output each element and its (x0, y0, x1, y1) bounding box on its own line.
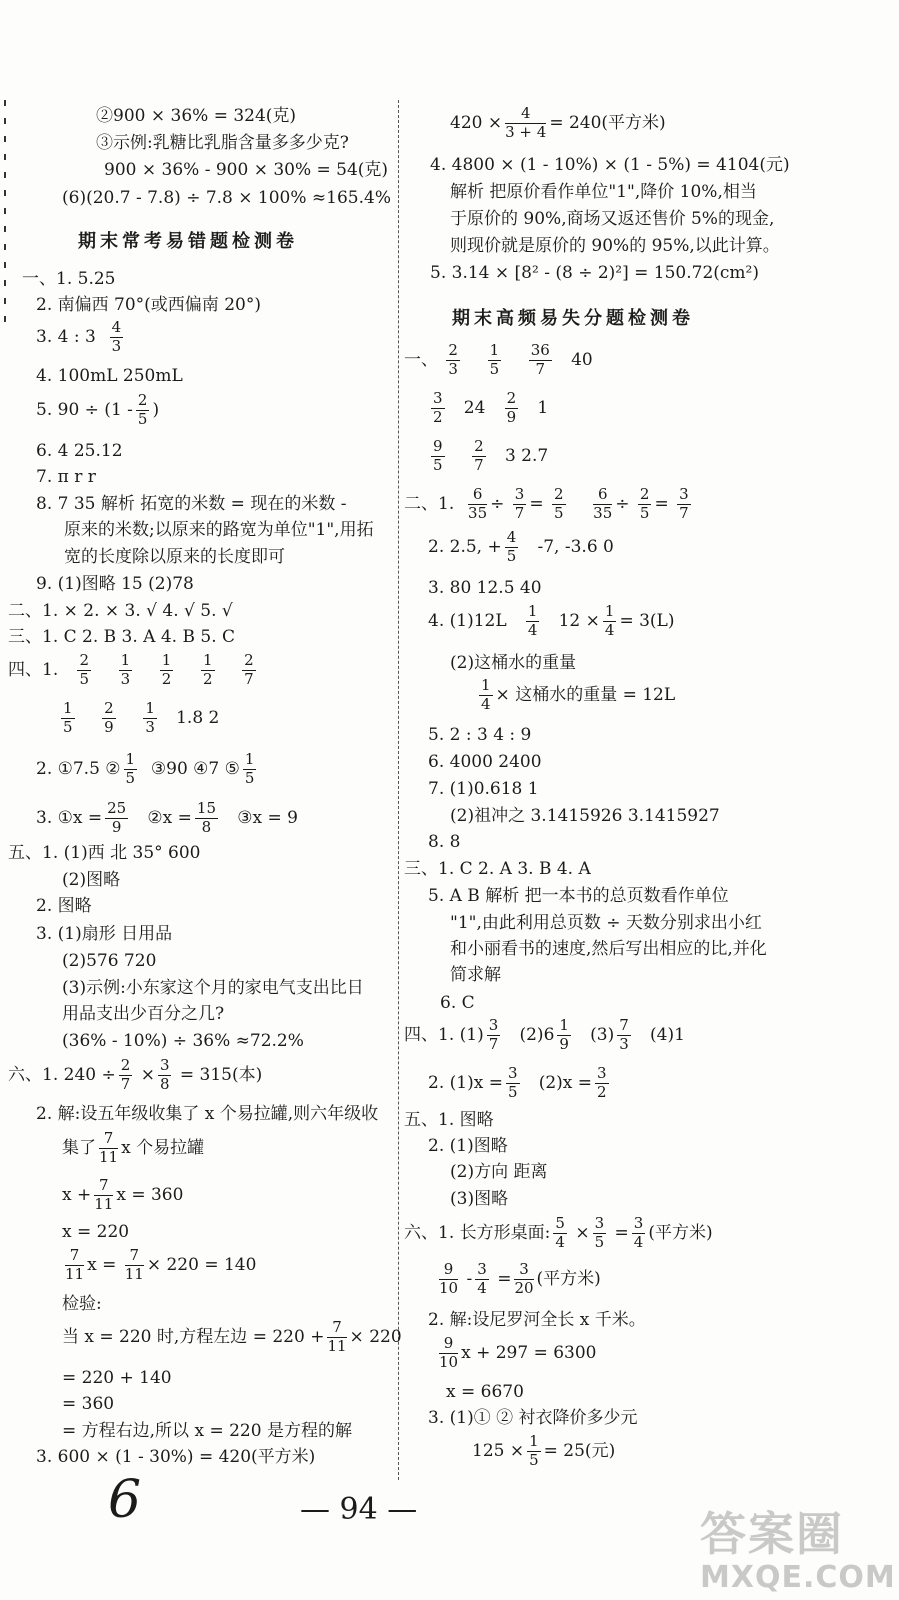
answer-line: 五、1. 图略 (404, 1110, 494, 1130)
binding-edge-marks (4, 100, 6, 330)
answer-line: 解析 把原价看作单位"1",降价 10%,相当 (450, 182, 757, 202)
section-heading: 期末高频易失分题检测卷 (452, 308, 694, 329)
answer-line: 2. 解:设尼罗河全长 x 千米。 (428, 1310, 646, 1330)
answer-line: 六、1. 240 ÷ $\frac{2}{7}$ × $\frac{3}{8}$ = 315(本) (8, 1056, 263, 1093)
answer-line: $\frac{1}{5}$ $\frac{2}{9}$ $\frac{1}{3}$ 1.8 2 (63, 699, 220, 736)
answer-line: x + $\frac{7}{11}$ x = 360 (62, 1176, 184, 1213)
answer-line: 六、1. 长方形桌面: $\frac{5}{4}$ × $\frac{3}{5}$ = $\frac{3}{4}$ (平方米) (404, 1214, 713, 1251)
fraction: $\frac{3}{7}$ (679, 485, 689, 522)
fraction: $\frac{3}{5}$ (507, 1064, 518, 1101)
fraction: $\frac{9}{10}$ (439, 1334, 459, 1371)
answer-line: 宽的长度除以原来的长度即可 (64, 547, 285, 567)
answer-line: 一、 $\frac{2}{3}$ $\frac{1}{5}$ $\frac{36}{7}$ 40 (404, 341, 593, 378)
answer-line: 一、1. 5.25 (22, 269, 116, 289)
answer-line: 于原价的 90%,商场又返还售价 5%的现金, (450, 209, 775, 229)
handwritten-mark: 6 (108, 1470, 142, 1530)
answer-line: x = 6670 (446, 1382, 524, 1402)
answer-line: 五、1. (1)西 北 35° 600 (8, 843, 201, 863)
answer-line: 原来的米数;以原来的路宽为单位"1",用拓 (64, 520, 374, 540)
fraction: $\frac{4}{3 + 4}$ (505, 104, 547, 141)
fraction: $\frac{3}{4}$ (633, 1214, 644, 1251)
answer-line: 二、1. $\frac{6}{35}$ ÷ $\frac{3}{7}$ = $\frac{2}{5}$ $\frac{6}{35}$ ÷ $\frac{2}{5}$ = $\frac{3}{7}$ (404, 485, 689, 522)
fraction: $\frac{1}{5}$ (489, 341, 500, 378)
answer-line: 三、1. C 2. A 3. B 4. A (404, 859, 591, 879)
fraction: $\frac{1}{5}$ (529, 1432, 539, 1469)
answer-line: 125 × $\frac{1}{5}$ = 25(元) (472, 1432, 616, 1469)
fraction: $\frac{2}{5}$ (137, 391, 148, 428)
answer-line: 四、1. (1) $\frac{3}{7}$ (2)6 $\frac{1}{9}$ (3) $\frac{7}{3}$ (4)1 (404, 1016, 685, 1053)
answer-line: (3)图略 (450, 1189, 509, 1209)
answer-line: 2. ①7.5 ② $\frac{1}{5}$ ③90 ④7 ⑤ $\frac{1}{5}$ (36, 750, 255, 787)
answer-line: (3)示例:小东家这个月的家电气支出比日 (62, 978, 364, 998)
fraction: $\frac{3}{7}$ (488, 1016, 499, 1053)
answer-line: 6. 4000 2400 (428, 752, 542, 772)
answer-line: $\frac{3}{2}$ 24 $\frac{2}{9}$ 1 (433, 389, 549, 426)
fraction: $\frac{2}{7}$ (120, 1056, 131, 1093)
answer-line: 2. 2.5, + $\frac{4}{5}$ -7, -3.6 0 (428, 528, 614, 565)
answer-line: 3. 80 12.5 40 (428, 578, 542, 598)
fraction: $\frac{7}{11}$ (327, 1318, 347, 1355)
answer-line: 900 × 36% - 900 × 30% = 54(克) (104, 160, 389, 180)
answer-line: 则现价就是原价的 90%的 95%,以此计算。 (450, 236, 780, 256)
fraction: $\frac{2}{5}$ (79, 651, 89, 688)
fraction: $\frac{1}{2}$ (161, 651, 172, 688)
answer-line: ②900 × 36% = 324(克) (96, 106, 297, 126)
fraction: $\frac{7}{11}$ (65, 1246, 85, 1283)
answer-line: 三、1. C 2. B 3. A 4. B 5. C (8, 627, 236, 647)
fraction: $\frac{3}{8}$ (159, 1056, 170, 1093)
answer-line: (6)(20.7 - 7.8) ÷ 7.8 × 100% ≈165.4% (62, 188, 391, 208)
answer-line: 3. 4 : 3 $\frac{4}{3}$ (36, 318, 122, 355)
answer-line: 2. 图略 (36, 896, 92, 916)
fraction: $\frac{5}{4}$ (555, 1214, 565, 1251)
answer-line: (2)图略 (62, 870, 121, 890)
answer-line: 7. (1)0.618 1 (428, 779, 539, 799)
answer-line: 2. (1)x = $\frac{3}{5}$ (2)x = $\frac{3}{2}$ (428, 1064, 607, 1101)
fraction: $\frac{3}{4}$ (477, 1260, 487, 1297)
fraction: $\frac{25}{9}$ (107, 799, 127, 836)
fraction: $\frac{9}{5}$ (433, 437, 443, 474)
watermark-logo (700, 1498, 896, 1596)
fraction: $\frac{1}{4}$ (481, 676, 491, 713)
fraction: $\frac{7}{11}$ (124, 1246, 144, 1283)
fraction: $\frac{3}{20}$ (514, 1260, 534, 1297)
answer-line: = 360 (62, 1394, 115, 1414)
answer-line: (2)576 720 (62, 951, 157, 971)
answer-line: 5. A B 解析 把一本书的总页数看作单位 (428, 886, 729, 906)
fraction: $\frac{7}{11}$ (94, 1176, 114, 1213)
fraction: $\frac{7}{11}$ (99, 1129, 119, 1166)
answer-line: 简求解 (450, 965, 501, 985)
fraction: $\frac{4}{3}$ (111, 318, 122, 355)
fraction: $\frac{15}{8}$ (196, 799, 216, 836)
fraction: $\frac{3}{2}$ (433, 389, 443, 426)
fraction: $\frac{1}{3}$ (145, 699, 155, 736)
answer-line: 7. π r r (36, 467, 96, 487)
answer-line: $\frac{1}{4}$ × 这桶水的重量 = 12L (481, 676, 676, 713)
fraction: $\frac{1}{3}$ (120, 651, 131, 688)
answer-line: 9. (1)图略 15 (2)78 (36, 574, 194, 594)
answer-line: 用品支出少百分之几? (62, 1004, 225, 1024)
answer-line: 4. 4800 × (1 - 10%) × (1 - 5%) = 4104(元) (430, 155, 790, 175)
answer-line: ③示例:乳糖比乳脂含量多多少克? (96, 133, 349, 153)
column-divider (398, 100, 399, 1480)
answer-line: 5. 2 : 3 4 : 9 (428, 725, 532, 745)
fraction: $\frac{6}{35}$ (468, 485, 488, 522)
answer-line: 3. (1)扇形 日用品 (36, 924, 173, 944)
fraction: $\frac{3}{2}$ (597, 1064, 607, 1101)
answer-line: 2. 解:设五年级收集了 x 个易拉罐,则六年级收 (36, 1104, 379, 1124)
answer-line: 二、1. × 2. × 3. √ 4. √ 5. √ (8, 601, 233, 621)
answer-line: 检验: (62, 1294, 102, 1314)
answer-line: 4. (1)12L $\frac{1}{4}$ 12 × $\frac{1}{4}$ = 3(L) (428, 602, 675, 639)
fraction: $\frac{2}{3}$ (448, 341, 458, 378)
answer-line: 8. 8 (428, 832, 461, 852)
answer-line: 6. 4 25.12 (36, 441, 123, 461)
answer-line: $\frac{9}{10}$ - $\frac{3}{4}$ = $\frac{3}{20}$ (平方米) (439, 1260, 601, 1297)
answer-line: (2)这桶水的重量 (450, 653, 577, 673)
answer-line: 4. 100mL 250mL (36, 366, 183, 386)
answer-line: $\frac{9}{10}$ x + 297 = 6300 (439, 1334, 597, 1371)
watermark-url: MXQE.COM (700, 1560, 896, 1595)
fraction: $\frac{4}{5}$ (506, 528, 517, 565)
section-heading: 期末常考易错题检测卷 (78, 231, 298, 252)
answer-line: 四、1. $\frac{2}{5}$ $\frac{1}{3}$ $\frac{1}{2}$ $\frac{1}{2}$ $\frac{2}{7}$ (8, 651, 254, 688)
fraction: $\frac{36}{7}$ (530, 341, 550, 378)
fraction: $\frac{2}{7}$ (474, 437, 484, 474)
answer-line: 6. C (440, 993, 475, 1013)
fraction: $\frac{1}{5}$ (63, 699, 73, 736)
answer-line: 和小丽看书的速度,然后写出相应的比,并化 (450, 939, 767, 959)
fraction: $\frac{1}{4}$ (604, 602, 615, 639)
fraction: $\frac{2}{9}$ (104, 699, 114, 736)
fraction: $\frac{2}{5}$ (554, 485, 564, 522)
answer-line: 5. 3.14 × [8² - (8 ÷ 2)²] = 150.72(cm²) (430, 263, 759, 283)
answer-line: 3. (1)① ② 衬衣降价多少元 (428, 1408, 638, 1428)
answer-line: 8. 7 35 解析 拓宽的米数 = 现在的米数 - (36, 494, 347, 514)
fraction: $\frac{6}{35}$ (593, 485, 613, 522)
fraction: $\frac{3}{5}$ (594, 1214, 605, 1251)
answer-line: 2. 南偏西 70°(或西偏南 20°) (36, 295, 261, 315)
answer-line: (36% - 10%) ÷ 36% ≈72.2% (62, 1031, 304, 1051)
answer-line: $\frac{9}{5}$ $\frac{2}{7}$ 3 2.7 (433, 437, 549, 474)
answer-line: = 方程右边,所以 x = 220 是方程的解 (62, 1421, 352, 1441)
answer-line: 当 x = 220 时,方程左边 = 220 + $\frac{7}{11}$ × 220 (62, 1318, 402, 1355)
fraction: $\frac{1}{2}$ (202, 651, 213, 688)
answer-line: 5. 90 ÷ (1 - $\frac{2}{5}$ ) (36, 391, 160, 428)
fraction: $\frac{1}{4}$ (527, 602, 538, 639)
answer-line: "1",由此利用总页数 ÷ 天数分别求出小红 (450, 913, 762, 933)
answer-line: 3. ①x = $\frac{25}{9}$ ②x = $\frac{15}{8}$ ③x = 9 (36, 799, 298, 836)
fraction: $\frac{3}{7}$ (514, 485, 525, 522)
fraction: $\frac{7}{3}$ (619, 1016, 629, 1053)
fraction: $\frac{2}{7}$ (244, 651, 254, 688)
fraction: $\frac{2}{9}$ (506, 389, 517, 426)
answer-line: $\frac{7}{11}$ x = $\frac{7}{11}$ × 220 = 140 (65, 1246, 257, 1283)
fraction: $\frac{1}{9}$ (559, 1016, 569, 1053)
fraction: $\frac{2}{5}$ (639, 485, 650, 522)
fraction: $\frac{9}{10}$ (439, 1260, 459, 1297)
answer-line: 集了 $\frac{7}{11}$ x 个易拉罐 (62, 1129, 205, 1166)
fraction: $\frac{1}{5}$ (244, 750, 255, 787)
fraction: $\frac{1}{5}$ (125, 750, 136, 787)
answer-line: (2)方向 距离 (450, 1162, 548, 1182)
page-number: — 94 — (300, 1492, 418, 1527)
answer-line: 3. 600 × (1 - 30%) = 420(平方米) (36, 1447, 316, 1467)
answer-line: x = 220 (62, 1222, 130, 1242)
answer-line: 2. (1)图略 (428, 1136, 508, 1156)
watermark-text: 答案圈 (700, 1507, 844, 1561)
answer-line: = 220 + 140 (62, 1368, 172, 1388)
answer-line: 420 × $\frac{4}{3 + 4}$ = 240(平方米) (450, 104, 666, 141)
answer-line: (2)祖冲之 3.1415926 3.1415927 (450, 806, 720, 826)
